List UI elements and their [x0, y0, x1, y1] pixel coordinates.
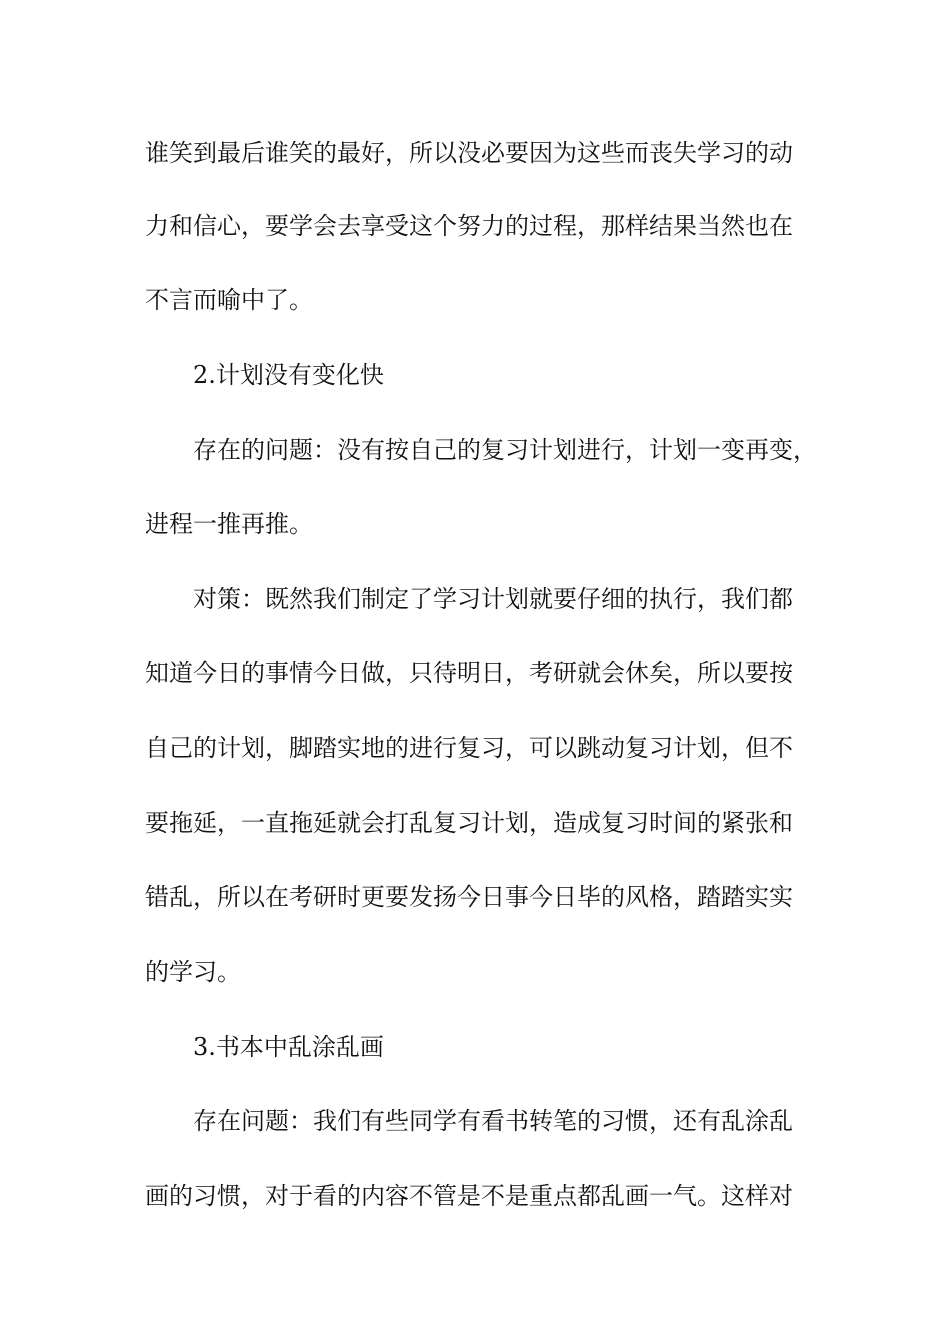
text-line: 的学习。	[145, 958, 241, 986]
text-line: 不言而喻中了。	[145, 286, 313, 314]
section-heading: 3.书本中乱涂乱画	[193, 1033, 384, 1061]
text-line: 错乱，所以在考研时更要发扬今日事今日毕的风格，踏踏实实	[145, 883, 793, 911]
text-line: 存在的问题：没有按自己的复习计划进行，计划一变再变，	[193, 436, 817, 464]
section-heading: 2.计划没有变化快	[193, 361, 384, 389]
text-line: 力和信心，要学会去享受这个努力的过程，那样结果当然也在	[145, 212, 793, 240]
text-line: 对策：既然我们制定了学习计划就要仔细的执行，我们都	[193, 585, 793, 613]
text-line: 知道今日的事情今日做，只待明日，考研就会休矣，所以要按	[145, 659, 793, 687]
text-line: 自己的计划，脚踏实地的进行复习，可以跳动复习计划，但不	[145, 734, 793, 762]
text-line: 要拖延，一直拖延就会打乱复习计划，造成复习时间的紧张和	[145, 809, 793, 837]
text-line: 谁笑到最后谁笑的最好，所以没必要因为这些而丧失学习的动	[145, 139, 793, 167]
text-line: 画的习惯，对于看的内容不管是不是重点都乱画一气。这样对	[145, 1182, 793, 1210]
text-line: 进程一推再推。	[145, 510, 313, 538]
text-line: 存在问题：我们有些同学有看书转笔的习惯，还有乱涂乱	[193, 1107, 793, 1135]
